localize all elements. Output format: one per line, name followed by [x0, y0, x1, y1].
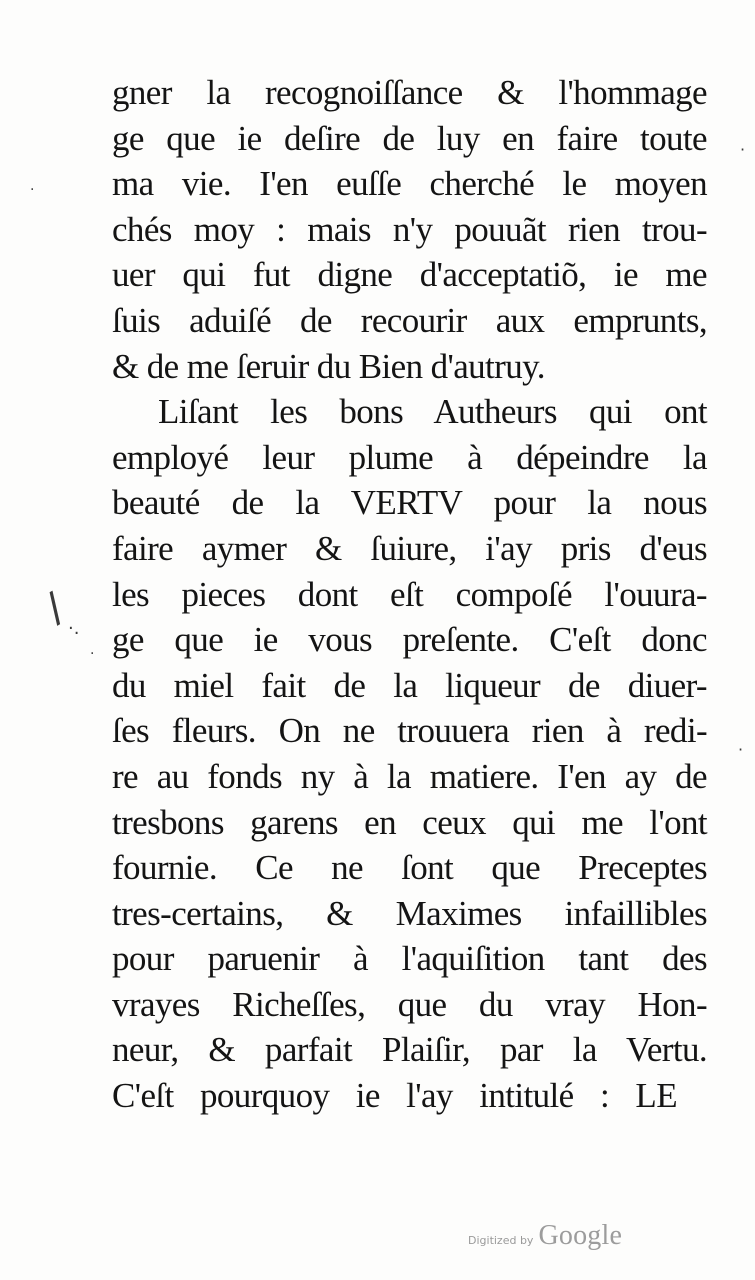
text-line-23: C'eſt pourquoy ie l'ay intitulé : LE: [112, 1076, 677, 1116]
text-line-12: les pieces dont eſt compoſé l'ouura-: [112, 574, 707, 614]
margin-dot: ·: [740, 140, 746, 159]
text-line-11: faire aymer & ſuiure, i'ay pris d'eus: [112, 528, 707, 568]
margin-dot: ·: [738, 740, 744, 759]
text-line-10: beauté de la VERTV pour la nous: [112, 483, 707, 523]
text-line-14: du miel fait de la liqueur de diuer-: [112, 665, 707, 705]
text-line-8: Liſant les bons Autheurs qui ont: [158, 392, 707, 432]
margin-stray-mark: /: [37, 584, 73, 632]
margin-dot: ·: [30, 182, 35, 198]
text-line-17: tresbons garens en ceux qui me l'ont: [112, 802, 707, 842]
margin-dots: ·.: [68, 618, 80, 639]
text-line-6: ſuis aduiſé de recourir aux emprunts,: [112, 300, 707, 340]
text-line-22: neur, & parfait Plaiſir, par la Vertu.: [112, 1030, 707, 1070]
text-line-5: uer qui fut digne d'acceptatiõ, ie me: [112, 255, 707, 295]
text-line-19: tres-certains, & Maximes infaillibles: [112, 893, 707, 933]
text-line-1: gner la recognoiſſance & l'hommage: [112, 73, 707, 112]
margin-dot: ·: [90, 646, 95, 662]
page-text: [112, 70, 707, 1119]
text-line-7: & de me ſeruir du Bien d'autruy.: [112, 346, 545, 386]
text-line-15: ſes fleurs. On ne trouuera rien à redi-: [112, 711, 707, 751]
digitized-label: Digitized by: [468, 1234, 534, 1247]
text-line-21: vrayes Richeſſes, que du vray Hon-: [112, 984, 707, 1024]
google-logo: Google: [538, 1220, 623, 1251]
text-line-16: re au fonds ny à la matiere. I'en ay de: [112, 756, 707, 796]
text-line-9: employé leur plume à dépeindre la: [112, 437, 707, 477]
text-line-4: chés moy : mais n'y pouuãt rien trou-: [112, 209, 707, 249]
text-line-3: ma vie. I'en euſſe cherché le moyen: [112, 164, 707, 204]
digitized-by-google-watermark: [468, 1220, 622, 1252]
text-line-13: ge que ie vous preſente. C'eſt donc: [112, 620, 707, 660]
text-line-20: pour paruenir à l'aquiſition tant des: [112, 939, 707, 979]
text-line-2: ge que ie deſire de luy en faire toute: [112, 118, 707, 158]
text-line-18: fournie. Ce ne ſont que Preceptes: [112, 848, 707, 888]
